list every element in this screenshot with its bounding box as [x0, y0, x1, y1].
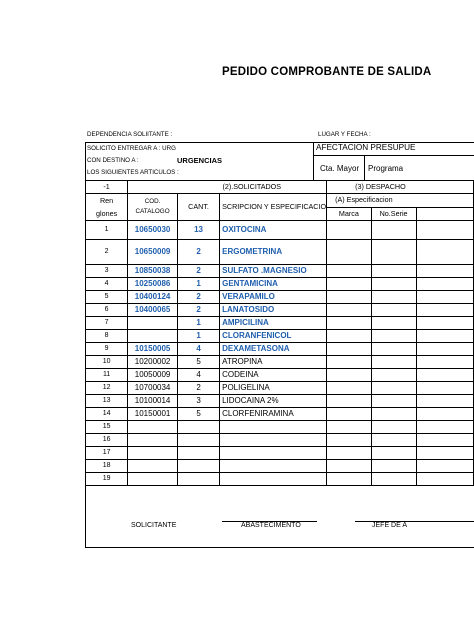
row-noserie [371, 395, 416, 408]
row-extra [416, 221, 473, 240]
row-noserie [371, 317, 416, 330]
row-number: 6 [86, 304, 128, 317]
row-cod-catalogo [128, 421, 178, 434]
lugar-fecha-label: LUGAR Y FECHA : [318, 131, 371, 138]
table-row [86, 408, 474, 421]
row-noserie [371, 382, 416, 395]
row-cantidad: 2 [177, 382, 219, 395]
row-cantidad [177, 447, 219, 460]
table-row [86, 330, 474, 343]
row-number: 11 [86, 369, 128, 382]
row-marca [327, 447, 372, 460]
row-extra [416, 434, 473, 447]
row-cod-catalogo [128, 447, 178, 460]
row-number: 9 [86, 343, 128, 356]
row-descripcion: CLORFENIRAMINA [220, 408, 327, 421]
destino-label: CON DESTINO A : [87, 157, 139, 164]
row-marca [327, 240, 372, 265]
row-number: 7 [86, 317, 128, 330]
header-renglones [86, 194, 128, 221]
row-noserie [371, 460, 416, 473]
row-marca [327, 278, 372, 291]
row-marca [327, 395, 372, 408]
row-marca [327, 473, 372, 486]
row-cantidad: 5 [177, 408, 219, 421]
row-cod-catalogo [128, 317, 178, 330]
table-row [86, 473, 474, 486]
table-row [86, 240, 474, 265]
row-noserie [371, 330, 416, 343]
row-descripcion: OXITOCINA [220, 221, 327, 240]
row-cod-catalogo: 10150005 [128, 343, 178, 356]
row-marca [327, 356, 372, 369]
row-number: 12 [86, 382, 128, 395]
row-number: 1 [86, 221, 128, 240]
row-cod-catalogo: 10650009 [128, 240, 178, 265]
row-extra [416, 369, 473, 382]
row-noserie [371, 291, 416, 304]
row-marca [327, 421, 372, 434]
row-descripcion: SULFATO .MAGNESIO [220, 265, 327, 278]
row-cod-catalogo: 10100014 [128, 395, 178, 408]
table-row [86, 434, 474, 447]
row-number: 10 [86, 356, 128, 369]
header-catalogo: CATALOGO [135, 208, 170, 215]
row-extra [416, 473, 473, 486]
header-especificacion: (A) Especificacion [327, 194, 474, 208]
row-extra [416, 278, 473, 291]
row-number: 18 [86, 460, 128, 473]
header-noserie: No.Serie [371, 207, 416, 221]
row-descripcion: LIDOCAINA 2% [220, 395, 327, 408]
row-extra [416, 382, 473, 395]
row-cantidad: 13 [177, 221, 219, 240]
row-descripcion: LANATOSIDO [220, 304, 327, 317]
table-row [86, 395, 474, 408]
row-descripcion [220, 421, 327, 434]
table-row [86, 291, 474, 304]
row-number: 15 [86, 421, 128, 434]
table-row [86, 447, 474, 460]
row-cantidad: 1 [177, 278, 219, 291]
document-title: PEDIDO COMPROBANTE DE SALIDA [222, 66, 432, 78]
row-number: 5 [86, 291, 128, 304]
afectacion-title: AFECTACION PRESUPUE [316, 143, 416, 152]
row-noserie [371, 356, 416, 369]
row-cantidad: 4 [177, 369, 219, 382]
header-despacho: (3) DESPACHO [327, 181, 474, 194]
table-header-row-1 [86, 181, 474, 194]
row-marca [327, 382, 372, 395]
row-number: 2 [86, 240, 128, 265]
header-col-number: -1 [86, 181, 128, 194]
row-descripcion: GENTAMICINA [220, 278, 327, 291]
row-noserie [371, 421, 416, 434]
row-descripcion [220, 460, 327, 473]
row-descripcion [220, 447, 327, 460]
sheet-bottom-border [85, 547, 474, 548]
table-row [86, 343, 474, 356]
header-empty [128, 181, 178, 194]
row-number: 19 [86, 473, 128, 486]
afectacion-divider [313, 155, 474, 156]
row-marca [327, 317, 372, 330]
table-row [86, 278, 474, 291]
header-glones: glones [95, 209, 118, 218]
signature-jefe: JEFE DE A [372, 522, 408, 529]
row-descripcion [220, 434, 327, 447]
row-extra [416, 447, 473, 460]
row-cantidad: 4 [177, 343, 219, 356]
row-noserie [371, 434, 416, 447]
row-cantidad: 2 [177, 304, 219, 317]
row-extra [416, 356, 473, 369]
row-noserie [371, 473, 416, 486]
row-cod-catalogo: 10050009 [128, 369, 178, 382]
row-marca [327, 304, 372, 317]
row-marca [327, 330, 372, 343]
header-marca: Marca [327, 207, 372, 221]
row-descripcion: CLORANFENICOL [220, 330, 327, 343]
table-row [86, 382, 474, 395]
row-descripcion: ERGOMETRINA [220, 240, 327, 265]
row-noserie [371, 447, 416, 460]
row-extra [416, 291, 473, 304]
row-marca [327, 221, 372, 240]
row-number: 14 [86, 408, 128, 421]
row-cod-catalogo [128, 434, 178, 447]
row-extra [416, 421, 473, 434]
table-row [86, 460, 474, 473]
row-noserie [371, 221, 416, 240]
items-table [85, 180, 474, 486]
row-noserie [371, 240, 416, 265]
row-cantidad: 5 [177, 356, 219, 369]
table-row [86, 317, 474, 330]
row-marca [327, 291, 372, 304]
row-extra [416, 265, 473, 278]
row-noserie [371, 278, 416, 291]
row-extra [416, 408, 473, 421]
row-descripcion: VERAPAMILO [220, 291, 327, 304]
row-descripcion: POLIGELINA [220, 382, 327, 395]
row-extra [416, 240, 473, 265]
destino-value: URGENCIAS [177, 156, 223, 165]
header-cod-catalogo [128, 194, 178, 221]
row-number: 8 [86, 330, 128, 343]
header-descripcion: SCRIPCION Y ESPECIFICACIO [220, 194, 327, 221]
row-cantidad: 1 [177, 330, 219, 343]
table-row [86, 356, 474, 369]
afectacion-col-divider [364, 155, 365, 180]
row-cod-catalogo: 10250086 [128, 278, 178, 291]
row-descripcion: AMPICILINA [220, 317, 327, 330]
cta-mayor-label: Cta. Mayor [320, 164, 360, 173]
header-extra [416, 207, 473, 221]
row-cod-catalogo: 10150001 [128, 408, 178, 421]
table-row [86, 421, 474, 434]
table-header-row-2 [86, 194, 474, 208]
row-cod-catalogo: 10850038 [128, 265, 178, 278]
row-marca [327, 460, 372, 473]
row-cantidad [177, 434, 219, 447]
table-row [86, 221, 474, 240]
row-noserie [371, 408, 416, 421]
row-cantidad: 2 [177, 291, 219, 304]
row-noserie [371, 265, 416, 278]
siguientes-label: LOS SIGUIENTES ARTICULOS : [87, 169, 179, 176]
row-cantidad: 3 [177, 395, 219, 408]
row-marca [327, 265, 372, 278]
signature-solicitante: SOLICITANTE [131, 522, 177, 529]
row-cod-catalogo: 10400124 [128, 291, 178, 304]
row-descripcion [220, 473, 327, 486]
programa-label: Programa [368, 164, 404, 173]
row-cod-catalogo: 10650030 [128, 221, 178, 240]
row-cantidad [177, 473, 219, 486]
row-number: 16 [86, 434, 128, 447]
row-marca [327, 369, 372, 382]
row-extra [416, 395, 473, 408]
row-cod-catalogo [128, 460, 178, 473]
row-noserie [371, 343, 416, 356]
row-cod-catalogo: 10400065 [128, 304, 178, 317]
row-marca [327, 343, 372, 356]
row-marca [327, 434, 372, 447]
row-extra [416, 304, 473, 317]
header-solicitados: (2).SOLICITADOS [177, 181, 326, 194]
row-descripcion: DEXAMETASONA [220, 343, 327, 356]
row-cantidad: 1 [177, 317, 219, 330]
row-number: 13 [86, 395, 128, 408]
row-cod-catalogo: 10700034 [128, 382, 178, 395]
row-extra [416, 343, 473, 356]
row-cantidad [177, 460, 219, 473]
solicito-label: SOLICITO ENTREGAR A : URG [87, 145, 176, 152]
header-cant: CANT. [177, 194, 219, 221]
row-extra [416, 460, 473, 473]
row-cod-catalogo [128, 330, 178, 343]
table-row [86, 369, 474, 382]
row-cod-catalogo: 10200002 [128, 356, 178, 369]
row-descripcion: ATROPINA [220, 356, 327, 369]
row-number: 3 [86, 265, 128, 278]
dependencia-label: DEPENDENCIA SOLIITANTE : [87, 131, 173, 138]
row-cantidad [177, 421, 219, 434]
row-cantidad: 2 [177, 265, 219, 278]
row-number: 17 [86, 447, 128, 460]
row-number: 4 [86, 278, 128, 291]
signature-abastecimento: ABASTECIMENTO [241, 522, 301, 529]
header-ren: Ren [99, 196, 114, 205]
row-descripcion: CODEINA [220, 369, 327, 382]
row-cantidad: 2 [177, 240, 219, 265]
row-cod-catalogo [128, 473, 178, 486]
header-cod: COD. [144, 198, 161, 205]
row-marca [327, 408, 372, 421]
row-noserie [371, 304, 416, 317]
row-extra [416, 317, 473, 330]
row-noserie [371, 369, 416, 382]
row-extra [416, 330, 473, 343]
table-row [86, 304, 474, 317]
table-row [86, 265, 474, 278]
